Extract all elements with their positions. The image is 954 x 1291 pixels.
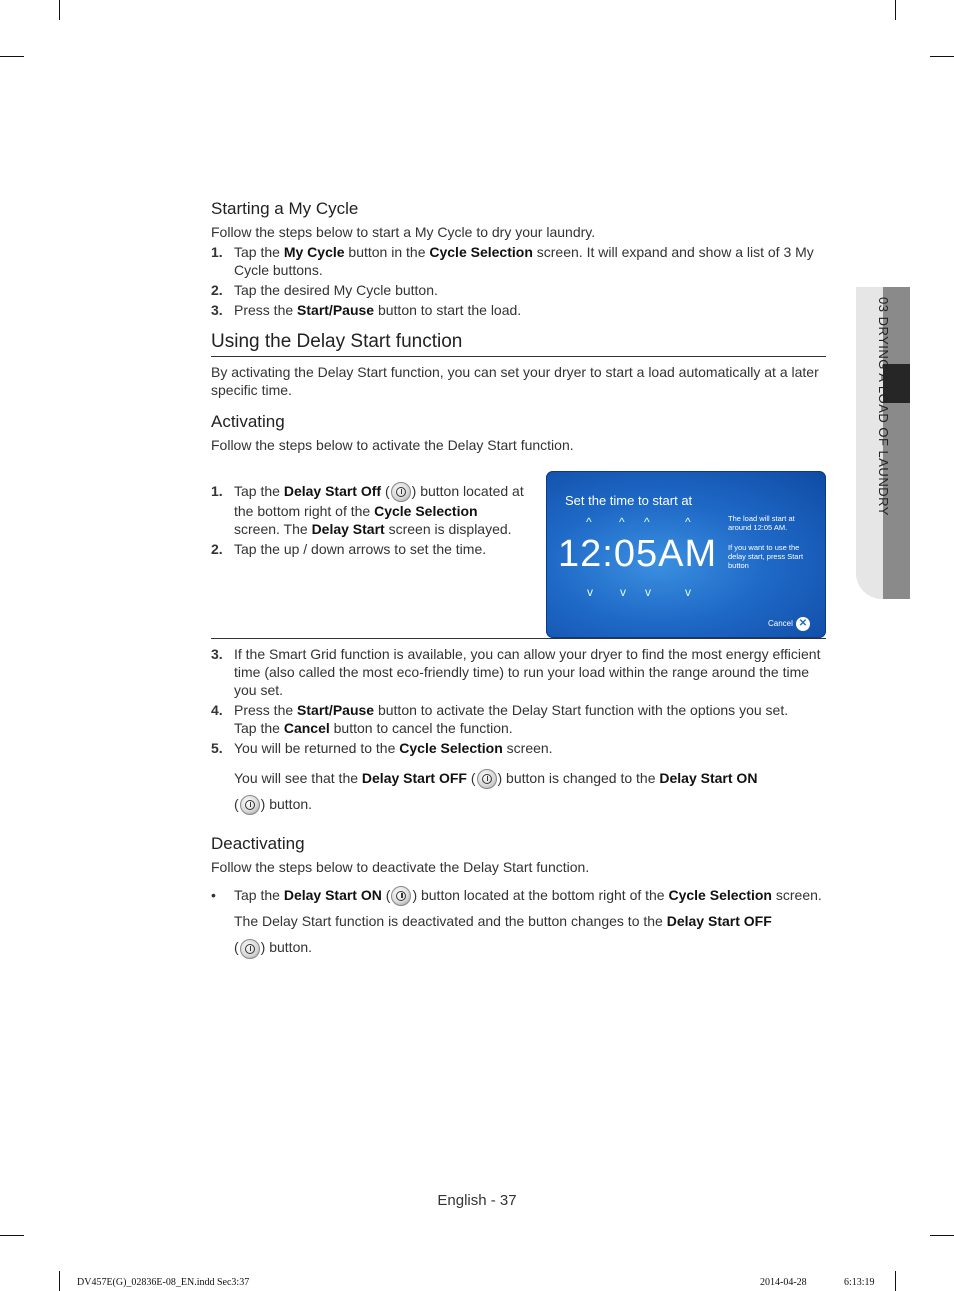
delay-start-note: You will see that the Delay Start OFF ( ) button is changed to the Delay Start ON ( ) button. xyxy=(211,765,826,817)
delay-start-off-icon xyxy=(240,939,260,959)
cancel-icon[interactable]: ✕ xyxy=(796,617,810,631)
screen-time: 12:05AM xyxy=(558,533,718,575)
step-item: 1. Tap the Delay Start Off ( ) button located at the bottom right of the Cycle Selection screen. The Delay Start screen is displayed. xyxy=(211,483,524,538)
crop-mark xyxy=(0,56,24,57)
intro-deactivating: Follow the steps below to deactivate the Delay Start function. xyxy=(211,859,590,875)
screen-note-instructions: If you want to use the delay start, press Start button xyxy=(728,543,804,570)
footer-time: 6:13:19 xyxy=(844,1277,875,1288)
heading-activating: Activating xyxy=(211,412,285,431)
crop-mark xyxy=(930,56,954,57)
step-item: 1. Tap the My Cycle button in the Cycle Selection screen. It will expand and show a list of 3 My Cycle buttons. xyxy=(211,244,814,278)
heading-starting-my-cycle: Starting a My Cycle xyxy=(211,199,359,218)
chapter-label: 03 DRYING A LOAD OF LAUNDRY xyxy=(876,297,891,516)
delay-start-off-icon xyxy=(391,482,411,502)
steps-continued xyxy=(211,645,826,817)
crop-mark xyxy=(0,1235,24,1236)
delay-start-off-icon xyxy=(477,769,497,789)
bullet-item: • Tap the Delay Start ON ( ) button located at the bottom right of the Cycle Selection screen. The Delay Start function is deactivated and the button changes to the Delay Start OFF ( ) button. xyxy=(211,886,826,960)
crop-mark xyxy=(59,1271,60,1291)
ampm-up-arrow-icon[interactable]: ^ xyxy=(685,515,691,529)
heading-delay-start: Using the Delay Start function xyxy=(211,329,826,357)
delay-start-on-icon xyxy=(391,886,411,906)
cancel-label[interactable]: Cancel xyxy=(768,619,793,628)
hour-down-arrow-icon[interactable]: v xyxy=(587,585,593,599)
intro-my-cycle: Follow the steps below to start a My Cycle to dry your laundry. xyxy=(211,224,596,240)
minute-ones-up-arrow-icon[interactable]: ^ xyxy=(644,515,650,529)
crop-mark xyxy=(895,1271,896,1291)
minute-ones-down-arrow-icon[interactable]: v xyxy=(645,585,651,599)
footer-date: 2014-04-28 xyxy=(760,1277,807,1288)
footer-file: DV457E(G)_02836E-08_EN.indd Sec3:37 xyxy=(77,1277,250,1288)
crop-mark xyxy=(930,1235,954,1236)
step-item: 2. Tap the desired My Cycle button. xyxy=(211,282,438,298)
step-item: 3. Press the Start/Pause button to start the load. xyxy=(211,302,522,318)
step-item: 5. You will be returned to the Cycle Selection screen. xyxy=(211,740,553,756)
minute-tens-down-arrow-icon[interactable]: v xyxy=(620,585,626,599)
screen-note-start: The load will start at around 12:05 AM. xyxy=(728,514,795,532)
minute-tens-up-arrow-icon[interactable]: ^ xyxy=(619,515,625,529)
intro-activating: Follow the steps below to activate the Delay Start function. xyxy=(211,437,574,453)
step-item: 4. Press the Start/Pause button to activate the Delay Start function with the options you set. Tap the Cancel button to cancel the function. xyxy=(211,702,789,736)
screen-title: Set the time to start at xyxy=(565,493,693,508)
crop-mark xyxy=(59,0,60,20)
delay-start-on-icon xyxy=(240,795,260,815)
crop-mark xyxy=(895,0,896,20)
step-item: 3. If the Smart Grid function is available, you can allow your dryer to find the most energy efficient time (also called the most eco-friendly time) to run your load within the range around the time you set. xyxy=(211,646,821,698)
heading-deactivating: Deactivating xyxy=(211,834,305,853)
ampm-down-arrow-icon[interactable]: v xyxy=(685,585,691,599)
step-item: 2. Tap the up / down arrows to set the time. xyxy=(211,541,487,558)
page-number: English - 37 xyxy=(437,1192,517,1209)
delay-start-screen xyxy=(546,471,826,638)
intro-delay-start: By activating the Delay Start function, you can set your dryer to start a load automatically at a later specific time. xyxy=(211,364,819,398)
hour-up-arrow-icon[interactable]: ^ xyxy=(586,515,592,529)
